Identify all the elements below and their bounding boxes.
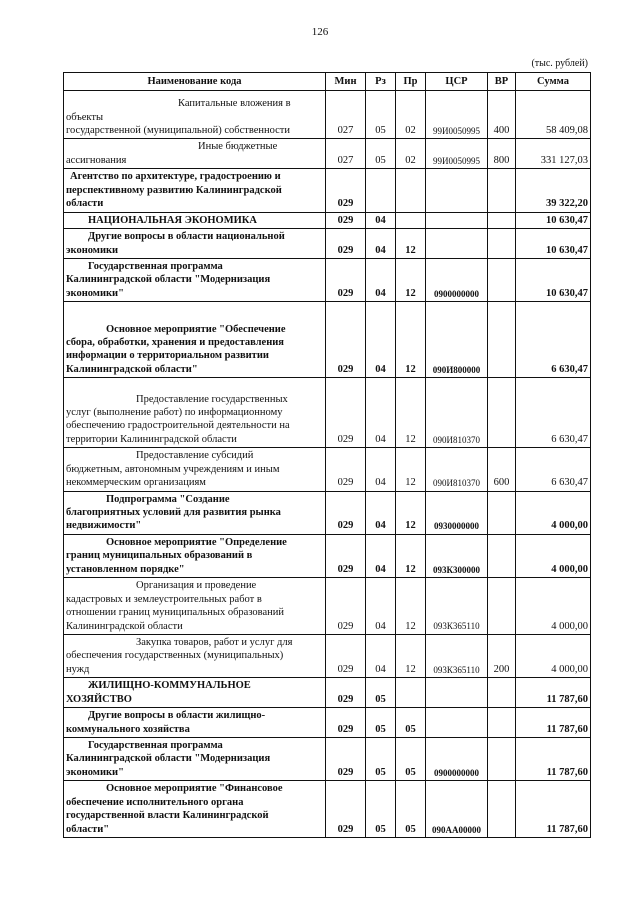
row-sum: 6 630,47 xyxy=(516,302,591,378)
row-sum: 11 787,60 xyxy=(516,708,591,738)
row-name: Закупка товаров, работ и услуг для обеспечения государственных (муниципальных) нужд xyxy=(64,634,326,677)
row-pr xyxy=(396,212,426,228)
header-vr: ВР xyxy=(488,73,516,91)
row-sum: 39 322,20 xyxy=(516,169,591,212)
row-vr xyxy=(488,738,516,781)
row-rz: 04 xyxy=(366,378,396,448)
row-name: Другие вопросы в области национальной экономики xyxy=(64,229,326,259)
row-min: 029 xyxy=(326,738,366,781)
row-rz: 04 xyxy=(366,448,396,491)
row-min: 029 xyxy=(326,578,366,635)
row-csr: 090АА00000 xyxy=(426,781,488,838)
row-name: НАЦИОНАЛЬНАЯ ЭКОНОМИКА xyxy=(64,212,326,228)
table-row xyxy=(64,229,591,259)
row-pr: 12 xyxy=(396,302,426,378)
row-csr: 0900000000 xyxy=(426,258,488,301)
table-row xyxy=(64,91,591,139)
row-pr: 05 xyxy=(396,781,426,838)
row-vr xyxy=(488,578,516,635)
row-min: 029 xyxy=(326,378,366,448)
table-row xyxy=(64,491,591,534)
row-sum: 10 630,47 xyxy=(516,229,591,259)
row-vr xyxy=(488,678,516,708)
row-sum: 6 630,47 xyxy=(516,378,591,448)
row-pr: 12 xyxy=(396,491,426,534)
row-name: Предоставление субсидий бюджетным, автономным учреждениям и иным некоммерческим организациям xyxy=(64,448,326,491)
row-min: 029 xyxy=(326,302,366,378)
row-rz xyxy=(366,169,396,212)
row-rz: 05 xyxy=(366,91,396,139)
table-row xyxy=(64,578,591,635)
table-row xyxy=(64,378,591,448)
row-sum: 6 630,47 xyxy=(516,448,591,491)
row-sum: 4 000,00 xyxy=(516,491,591,534)
table-row xyxy=(64,738,591,781)
row-min: 029 xyxy=(326,708,366,738)
row-vr xyxy=(488,212,516,228)
row-sum: 10 630,47 xyxy=(516,258,591,301)
row-name: Капитальные вложения в объекты государственной (муниципальной) собственности xyxy=(64,91,326,139)
header-sum: Сумма xyxy=(516,73,591,91)
header-pr: Пр xyxy=(396,73,426,91)
row-min: 029 xyxy=(326,169,366,212)
row-rz: 05 xyxy=(366,781,396,838)
row-min: 029 xyxy=(326,258,366,301)
row-pr: 05 xyxy=(396,708,426,738)
row-csr: 090И810370 xyxy=(426,448,488,491)
row-rz: 05 xyxy=(366,139,396,169)
row-pr: 02 xyxy=(396,91,426,139)
row-name: Основное мероприятие "Финансовое обеспечение исполнительного органа государственной власти Калининградской области" xyxy=(64,781,326,838)
row-name: ЖИЛИЩНО-КОММУНАЛЬНОЕ ХОЗЯЙСТВО xyxy=(64,678,326,708)
row-pr: 02 xyxy=(396,139,426,169)
row-pr xyxy=(396,678,426,708)
table-row xyxy=(64,258,591,301)
row-csr: 0930000000 xyxy=(426,491,488,534)
row-pr: 12 xyxy=(396,258,426,301)
row-min: 029 xyxy=(326,534,366,577)
row-vr xyxy=(488,229,516,259)
table-row xyxy=(64,448,591,491)
row-csr xyxy=(426,212,488,228)
row-min: 029 xyxy=(326,229,366,259)
row-min: 027 xyxy=(326,91,366,139)
row-vr xyxy=(488,378,516,448)
row-vr xyxy=(488,781,516,838)
row-vr: 200 xyxy=(488,634,516,677)
page-number: 126 xyxy=(311,26,329,38)
header-rz: Рз xyxy=(366,73,396,91)
row-pr: 05 xyxy=(396,738,426,781)
row-rz: 04 xyxy=(366,491,396,534)
row-csr: 093К300000 xyxy=(426,534,488,577)
row-pr: 12 xyxy=(396,634,426,677)
row-pr: 12 xyxy=(396,578,426,635)
row-name: Другие вопросы в области жилищно- коммунального хозяйства xyxy=(64,708,326,738)
row-pr: 12 xyxy=(396,378,426,448)
row-rz: 04 xyxy=(366,578,396,635)
row-pr: 12 xyxy=(396,448,426,491)
row-min: 027 xyxy=(326,139,366,169)
row-csr: 090И810370 xyxy=(426,378,488,448)
row-sum: 58 409,08 xyxy=(516,91,591,139)
row-sum: 11 787,60 xyxy=(516,781,591,838)
row-csr: 99И0050995 xyxy=(426,139,488,169)
table-row xyxy=(64,678,591,708)
header-csr: ЦСР xyxy=(426,73,488,91)
row-rz: 04 xyxy=(366,258,396,301)
row-rz: 05 xyxy=(366,708,396,738)
row-sum: 4 000,00 xyxy=(516,634,591,677)
table-row xyxy=(64,708,591,738)
row-min: 029 xyxy=(326,448,366,491)
row-name: Предоставление государственных услуг (выполнение работ) по информационному обеспечению градостроительной деятельности на территории Калининградской области xyxy=(64,378,326,448)
row-min: 029 xyxy=(326,678,366,708)
row-rz: 04 xyxy=(366,229,396,259)
row-name: Организация и проведение кадастровых и землеустроительных работ в отношении границ муниципальных образований Калининградской области xyxy=(64,578,326,635)
row-min: 029 xyxy=(326,212,366,228)
table-row xyxy=(64,781,591,838)
row-min: 029 xyxy=(326,491,366,534)
row-vr: 600 xyxy=(488,448,516,491)
row-pr: 12 xyxy=(396,534,426,577)
row-rz: 04 xyxy=(366,302,396,378)
row-vr xyxy=(488,708,516,738)
row-csr: 99И0050995 xyxy=(426,91,488,139)
row-sum: 4 000,00 xyxy=(516,578,591,635)
row-csr xyxy=(426,169,488,212)
row-vr xyxy=(488,169,516,212)
row-sum: 11 787,60 xyxy=(516,738,591,781)
row-csr xyxy=(426,678,488,708)
table-row xyxy=(64,212,591,228)
row-rz: 04 xyxy=(366,634,396,677)
row-vr xyxy=(488,302,516,378)
table-header-row xyxy=(64,73,591,91)
table-row xyxy=(64,169,591,212)
row-vr xyxy=(488,534,516,577)
table-row xyxy=(64,634,591,677)
row-name: Иные бюджетные ассигнования xyxy=(64,139,326,169)
row-rz: 04 xyxy=(366,212,396,228)
table-row xyxy=(64,302,591,378)
row-csr: 093К365110 xyxy=(426,578,488,635)
units-label: (тыс. рублей) xyxy=(531,58,588,69)
row-rz: 04 xyxy=(366,534,396,577)
row-csr: 090И800000 xyxy=(426,302,488,378)
table-row xyxy=(64,139,591,169)
row-vr: 800 xyxy=(488,139,516,169)
row-csr xyxy=(426,708,488,738)
header-name: Наименование кода xyxy=(64,73,326,91)
row-sum: 331 127,03 xyxy=(516,139,591,169)
row-name: Подпрограмма "Создание благоприятных условий для развития рынка недвижимости" xyxy=(64,491,326,534)
budget-table xyxy=(63,72,591,838)
row-rz: 05 xyxy=(366,738,396,781)
table-row xyxy=(64,534,591,577)
row-rz: 05 xyxy=(366,678,396,708)
row-min: 029 xyxy=(326,781,366,838)
row-csr xyxy=(426,229,488,259)
row-name: Государственная программа Калининградской области "Модернизация экономики" xyxy=(64,738,326,781)
header-min: Мин xyxy=(326,73,366,91)
row-vr xyxy=(488,491,516,534)
row-name: Основное мероприятие "Определение границ муниципальных образований в установленном порядке" xyxy=(64,534,326,577)
row-min: 029 xyxy=(326,634,366,677)
row-name: Основное мероприятие "Обеспечение сбора, обработки, хранения и предоставления информации о территориальном развитии Калининградской области" xyxy=(64,302,326,378)
row-sum: 10 630,47 xyxy=(516,212,591,228)
row-sum: 4 000,00 xyxy=(516,534,591,577)
row-sum: 11 787,60 xyxy=(516,678,591,708)
row-name: Агентство по архитектуре, градостроению и перспективному развитию Калининградской области xyxy=(64,169,326,212)
row-pr xyxy=(396,169,426,212)
row-vr xyxy=(488,258,516,301)
row-name: Государственная программа Калининградской области "Модернизация экономики" xyxy=(64,258,326,301)
row-vr: 400 xyxy=(488,91,516,139)
row-csr: 0900000000 xyxy=(426,738,488,781)
row-csr: 093К365110 xyxy=(426,634,488,677)
row-pr: 12 xyxy=(396,229,426,259)
